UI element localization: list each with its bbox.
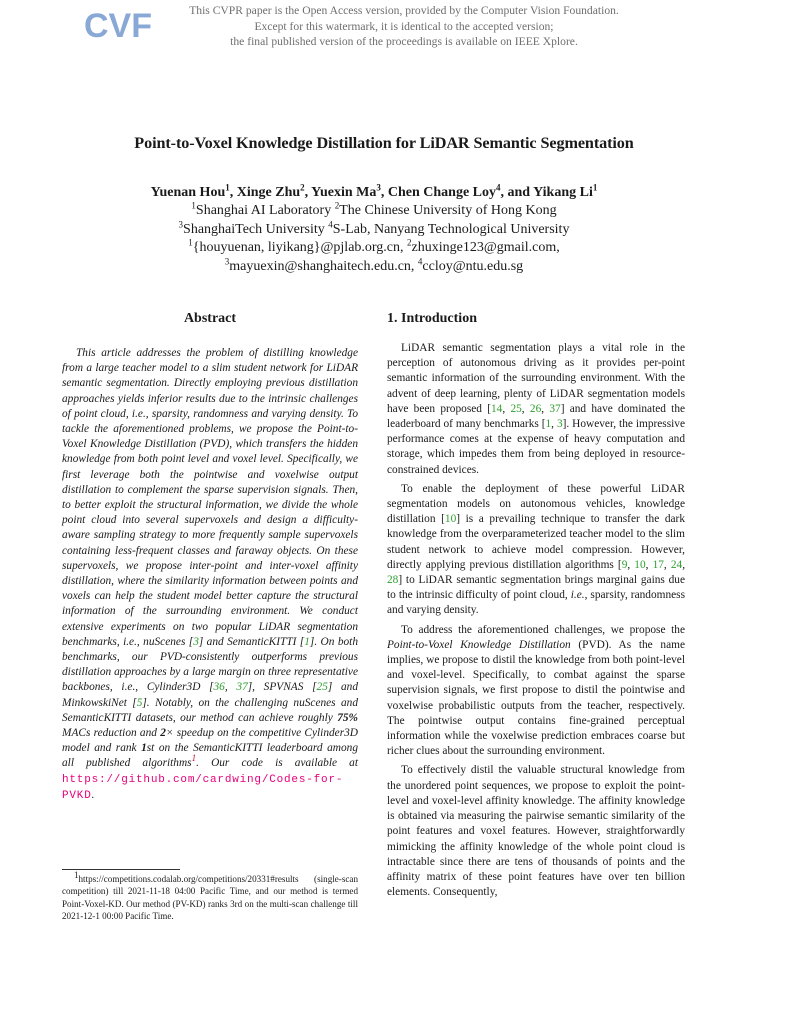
- introduction-body: [387, 341, 685, 904]
- intro-paragraph: To enable the deployment of these powerful LiDAR segmentation models on autonomous vehicles, knowledge distillation [10] is a prevailing technique to transfer the dark knowledge from the overparameterized teacher model to the slim student network to achieve model compression. However, directly applying previous distillation algorithms [9, 10, 17, 24, 28] to LiDAR semantic segmentation brings marginal gains due to the intrinsic difficulty of point cloud, i.e., sparsity, randomness and varying density.: [387, 482, 686, 617]
- citation-link[interactable]: 1: [545, 418, 552, 431]
- footnote-marker[interactable]: 1: [191, 753, 197, 764]
- citation-link[interactable]: 24: [670, 558, 683, 571]
- citation-link[interactable]: 10: [634, 558, 646, 571]
- author-name: Yuenan Hou: [150, 185, 226, 200]
- citation-link[interactable]: 5: [136, 696, 143, 709]
- citation-link[interactable]: 10: [444, 513, 457, 526]
- citation-link[interactable]: 36: [213, 681, 225, 694]
- affiliation-line-2: $^3$ShanghaiTech University $^4$S-Lab, Nanyang Technological University: [178, 219, 570, 237]
- citation-link[interactable]: 9: [621, 558, 628, 571]
- email-line-2: $^3$mayuexin@shanghaitech.edu.cn, $^4$ccloy@ntu.edu.sg: [224, 255, 524, 274]
- citation-link[interactable]: 25: [316, 681, 328, 694]
- watermark-line-3: the final published version of the proceedings is available on IEEE Xplore.: [230, 35, 578, 48]
- citation-link[interactable]: 26: [529, 402, 542, 415]
- author-name: Xinge Zhu: [236, 185, 301, 200]
- author-name: Chen Change Loy: [387, 185, 496, 200]
- intro-paragraph: LiDAR semantic segmentation plays a vital role in the perception of autonomous driving as it provides per-point semantic information of the surrounding environment. With the advent of deep learning, plenty of LiDAR segmentation models have been proposed [14, 25, 26, 37] and have dominated the leaderboard of many benchmarks [1, 3]. However, the impressive performance comes at the expense of heavy computation and storage, which impedes them from being deployed in resource-constrained devices.: [387, 342, 686, 476]
- author-block: [0, 184, 748, 276]
- watermark: [0, 3, 808, 50]
- footnote: $^1$https://competitions.codalab.org/competitions/20331#results (single-scan competition) till 2021-11-18 04:00 Pacific Time, and our method is termed Point-Voxel-KD. Our method (PV-KD) ranks 3rd on the multi-scan challenge till 2021-12-1 00:00 Pacific Time.: [62, 869, 358, 921]
- citation-link[interactable]: 37: [549, 402, 561, 415]
- intro-paragraph: To effectively distil the valuable structural knowledge from the unordered point sequences, we propose to exploit the point-level and voxel-level affinity knowledge. The affinity knowledge is obtained via measuring the pairwise semantic similarity of the point features and voxel features. However, straightforwardly mimicking the affinity knowledge of the whole point cloud is intractable since there are tens of thousands of points and the affinity matrix of these point features have over ten billion elements. Consequently,: [387, 764, 685, 899]
- citation-link[interactable]: 3: [556, 418, 563, 431]
- watermark-line-2: Except for this watermark, it is identical to the accepted version;: [254, 19, 554, 33]
- author-name: Yuexin Ma: [311, 185, 377, 200]
- author-name: Yikang Li: [533, 185, 593, 200]
- intro-paragraph: To address the aforementioned challenges, we propose the Point-to-Voxel Knowledge Distillation (PVD). As the name implies, we propose to distil the knowledge from both point-level and voxel-level. Specifically, to combat against the sparse supervision signals, we first propose to distil the pointwise and voxelwise probabilistic outputs from the teacher, respectively. The pointwise output contains fine-grained perceptual information while the voxelwise prediction embraces coarse but richer clues about the surrounding environment.: [387, 623, 685, 758]
- section-heading-introduction: 1. Introduction: [387, 311, 477, 326]
- citation-link[interactable]: 28: [387, 574, 399, 587]
- citation-link[interactable]: 1: [304, 635, 310, 648]
- email-line-1: $^1${houyuenan, liyikang}@pjlab.org.cn, $^2$zhuxinge123@gmail.com,: [188, 237, 560, 256]
- citation-link[interactable]: 14: [490, 402, 503, 415]
- citation-link[interactable]: 37: [236, 681, 248, 694]
- watermark-line-1: This CVPR paper is the Open Access version, provided by the Computer Vision Foundation.: [189, 4, 619, 17]
- abstract-text: This article addresses the problem of distilling knowledge from a large teacher model to a slim student network for LiDAR semantic segmentation. Directly employing previous distillation approaches yields inferior results due to the intrinsic challenges of point cloud, i.e., sparsity, randomness and varying density. To tackle the aforementioned problems, we propose the Point-to-Voxel Knowledge Distillation (PVD), which transfers the hidden knowledge from both point level and voxel level. Specifically, we first leverage both the pointwise and voxelwise output distillation to complement the sparse supervision signals. Then, to better exploit the structural information, we divide the whole point cloud into several supervoxels and design a difficulty-aware sampling strategy to more frequently sample supervoxels containing less-frequent classes and faraway objects. On these supervoxels, we propose inter-point and inter-voxel affinity distillation, where the similarity information between points and voxels can help the student model better capture the structural information of the surrounding environment. We conduct extensive experiments on two popular LiDAR segmentation benchmarks, i.e., nuScenes [3] and SemanticKITTI [1]. On both benchmarks, our PVD-consistently outperforms previous distillation approaches by a large margin on three representative backbones, i.e., Cylinder3D [36, 37], SPVNAS [25] and MinkowskiNet [5]. Notably, on the challenging nuScenes and SemanticKITTI datasets, our method can achieve roughly 75% MACs reduction and 2× speedup on the competitive Cylinder3D model and rank 1st on the SemanticKITTI leaderboard among all published algorithms$^1$. Our code is available at https://github.com/cardwing/Codes-for-PVKD.: [62, 347, 358, 802]
- affiliation-line-1: $^1$Shanghai AI Laboratory $^2$The Chinese University of Hong Kong: [191, 200, 557, 219]
- citation-link[interactable]: 3: [193, 635, 199, 648]
- citation-link[interactable]: 17: [652, 558, 664, 571]
- footnote-divider: [62, 869, 180, 870]
- citation-link[interactable]: 25: [510, 402, 522, 415]
- abstract-heading: Abstract: [183, 311, 237, 326]
- code-url-link[interactable]: https://github.com/cardwing/Codes-for-PVKD: [62, 773, 344, 802]
- cvf-logo-text: CVF: [84, 7, 152, 45]
- author-list: Yuenan Hou$^1$, Xinge Zhu$^2$, Yuexin Ma$^3$, Chen Change Loy$^4$, and Yikang Li$^1$: [150, 182, 598, 200]
- paper-title: Point-to-Voxel Knowledge Distillation for LiDAR Semantic Segmentation: [134, 134, 634, 152]
